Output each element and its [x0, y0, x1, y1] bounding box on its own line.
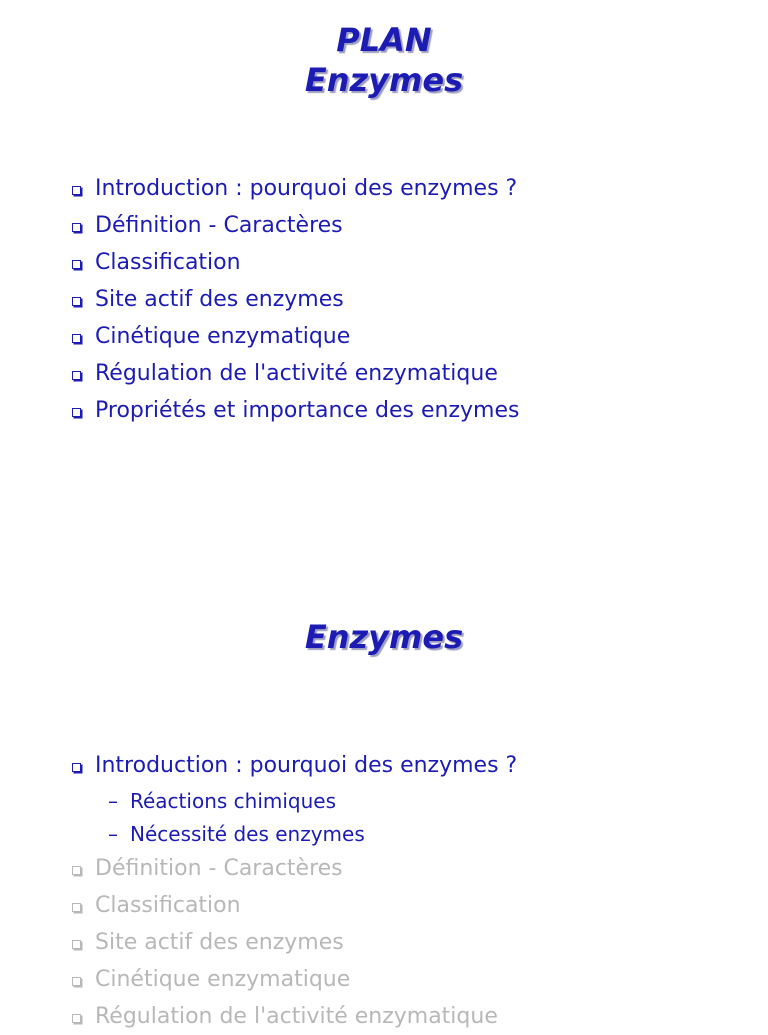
square-bullet-icon [72, 334, 81, 343]
square-bullet-icon [72, 977, 81, 986]
square-bullet-icon [72, 866, 81, 875]
dash-bullet-icon: – [108, 788, 118, 813]
square-bullet-icon [72, 223, 81, 232]
list-item-label: Site actif des enzymes [95, 287, 344, 312]
square-bullet-icon [72, 940, 81, 949]
list-item-label: Cinétique enzymatique [95, 324, 351, 349]
list-item-label: Site actif des enzymes [95, 930, 344, 955]
list-item [72, 170, 519, 207]
slide-title-enzymes: Enzymes [304, 618, 464, 656]
list-item-dimmed [72, 850, 517, 887]
list-item-label: Définition - Caractères [95, 856, 343, 881]
list-item-label: Introduction : pourquoi des enzymes ? [95, 753, 518, 778]
list-item-dimmed [72, 924, 517, 961]
list-item [72, 318, 519, 355]
square-bullet-icon [72, 260, 81, 269]
list-item-label: Propriétés et importance des enzymes [95, 398, 520, 423]
slide-title-plan: PLAN [336, 21, 432, 59]
list-item-label: Régulation de l'activité enzymatique [95, 361, 498, 386]
square-bullet-icon [72, 186, 81, 195]
list-item-active [72, 747, 517, 784]
slide-title-enzymes: Enzymes [304, 61, 464, 99]
square-bullet-icon [72, 297, 81, 306]
list-item-label: Régulation de l'activité enzymatique [95, 1004, 498, 1029]
sub-list-item [72, 817, 517, 850]
square-bullet-icon [72, 371, 81, 380]
slide-title-block [0, 20, 768, 100]
list-item [72, 355, 519, 392]
square-bullet-icon [72, 1014, 81, 1023]
dash-bullet-icon: – [108, 821, 118, 846]
sub-list-item-label: Réactions chimiques [130, 788, 337, 813]
slide-title-block [0, 617, 768, 657]
list-item-dimmed [72, 998, 517, 1035]
list-item-label: Classification [95, 250, 241, 275]
list-item [72, 281, 519, 318]
list-item [72, 244, 519, 281]
slide-introduction [0, 512, 768, 1029]
list-item-label: Classification [95, 893, 241, 918]
list-item [72, 207, 519, 244]
list-item-label: Cinétique enzymatique [95, 967, 351, 992]
slide-plan [0, 0, 768, 512]
outline-list [72, 747, 517, 1035]
sub-list-item-label: Nécessité des enzymes [130, 821, 365, 846]
list-item-dimmed [72, 961, 517, 998]
list-item-dimmed [72, 887, 517, 924]
sub-list-item [72, 784, 517, 817]
list-item-label: Définition - Caractères [95, 213, 343, 238]
list-item-label: Introduction : pourquoi des enzymes ? [95, 176, 518, 201]
square-bullet-icon [72, 763, 81, 772]
plan-list [72, 170, 519, 429]
square-bullet-icon [72, 408, 81, 417]
list-item [72, 392, 519, 429]
square-bullet-icon [72, 903, 81, 912]
